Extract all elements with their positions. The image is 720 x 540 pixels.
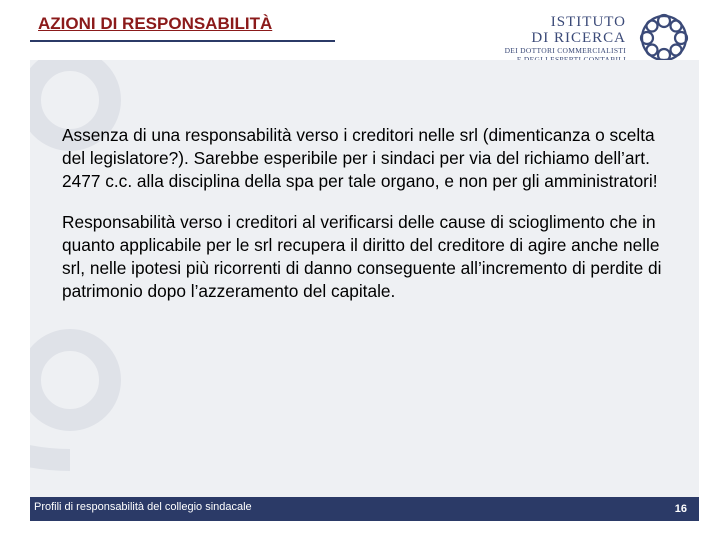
page-number: 16 [674,503,687,515]
institute-logo-text [505,14,626,64]
footer-bar [30,497,699,521]
body-paragraph-1: Assenza di una responsabilità verso i creditori nelle srl (dimenticanza o scelta del legislatore?). Sarebbe esperibile per i sindaci per via del richiamo dell’art. 2477 c.c. alla disciplina della spa per tale organo, e non per gli amministratori! [62,125,658,191]
interlocking-rings-logo-icon [636,10,692,66]
logo-line-1: ISTITUTO [550,14,626,30]
logo-line-3: DEI DOTTORI COMMERCIALISTI [504,46,626,55]
title-underline [30,40,335,42]
slide-title: AZIONI DI RESPONSABILITÀ [38,14,273,33]
slide-body [62,124,662,321]
body-paragraph-2: Responsabilità verso i creditori al verificarsi delle cause di scioglimento che in quanto applicabile per le srl recupera il diritto del creditore di agire anche nelle srl, nelle ipotesi più ricorrenti di danno conseguente all’incremento di perdite di patrimonio dopo l’azzeramento del capitale. [62,212,662,301]
footer-title: Profili di responsabilità del collegio sindacale [34,501,252,513]
logo-line-2: DI RICERCA [531,30,626,46]
